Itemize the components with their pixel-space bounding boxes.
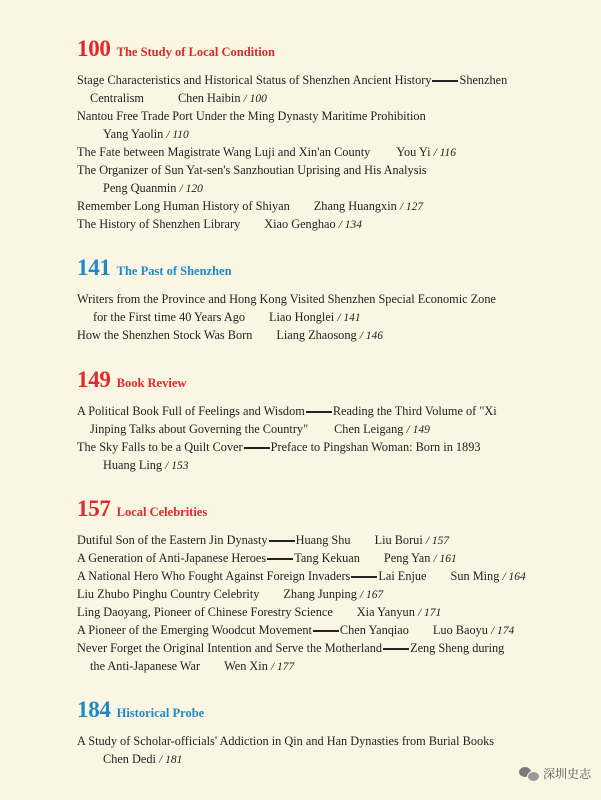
section-local-condition [77, 36, 592, 233]
section-title: Historical Probe [116, 706, 205, 720]
page-number: / 161 [433, 553, 457, 565]
page-number: / 146 [359, 330, 384, 342]
article-title: A Political Book Full of Feelings and Wisdom [77, 404, 305, 418]
em-dash [267, 558, 293, 560]
em-dash [432, 80, 458, 82]
toc-line [77, 326, 592, 344]
em-dash [383, 648, 409, 650]
article-title: Zeng Sheng during [410, 641, 505, 655]
wechat-icon [519, 767, 539, 781]
article-title: Writers from the Province and Hong Kong Visited Shenzhen Special Economic Zone [77, 292, 496, 306]
article-title: A National Hero Who Fought Against Foreign Invaders [77, 569, 351, 583]
page-number: / 100 [243, 93, 267, 105]
author: Zhang Junping [283, 587, 357, 601]
article-title: Nantou Free Trade Port Under the Ming Dynasty Maritime Prohibition [77, 109, 426, 123]
page-number: / 134 [338, 219, 363, 231]
page-number: / 149 [406, 424, 430, 436]
page-number: / 177 [270, 661, 295, 673]
article-title: Lai Enjue [378, 569, 427, 583]
article-title: Tang Kekuan [294, 551, 360, 565]
article-title: for the First time 40 Years Ago [93, 310, 245, 324]
em-dash [269, 540, 295, 542]
em-dash [306, 411, 332, 413]
toc-line [77, 621, 592, 639]
article-title: The History of Shenzhen Library [77, 217, 241, 231]
section-header [77, 36, 592, 66]
toc-line [77, 143, 592, 161]
page-number: / 171 [417, 607, 442, 619]
author: Liang Zhaosong [276, 328, 357, 342]
toc-line [77, 71, 592, 89]
section-title: Local Celebrities [116, 505, 208, 519]
toc-line [77, 732, 592, 750]
em-dash [351, 576, 377, 578]
toc-line [77, 585, 592, 603]
em-dash [244, 447, 270, 449]
author: Yang Yaolin [103, 127, 164, 141]
article-title: Dutiful Son of the Eastern Jin Dynasty [77, 533, 268, 547]
toc-line [77, 657, 592, 675]
article-title: Ling Daoyang, Pioneer of Chinese Forestry Science [77, 605, 333, 619]
toc-line [77, 549, 592, 567]
article-title: How the Shenzhen Stock Was Born [77, 328, 253, 342]
article-title: Liu Zhubo Pinghu Country Celebrity [77, 587, 260, 601]
toc-line [77, 567, 592, 585]
article-title: Huang Shu [295, 533, 351, 547]
toc-line [77, 438, 592, 456]
author: Zhang Huangxin [313, 199, 397, 213]
article-title: the Anti-Japanese War [90, 659, 201, 673]
author: Xia Yanyun [356, 605, 415, 619]
section-number: 141 [77, 255, 111, 280]
section-number: 157 [77, 496, 111, 521]
page-number: / 174 [490, 625, 515, 637]
page-number: / 110 [166, 129, 189, 141]
section-number: 100 [77, 36, 111, 61]
article-title: Jinping Talks about Governing the Country" [90, 422, 309, 436]
toc-line [77, 531, 592, 549]
article-title: Reading the Third Volume of "Xi [332, 404, 497, 418]
toc-line [77, 107, 592, 125]
page-number: / 120 [179, 183, 203, 195]
em-dash [313, 630, 339, 632]
article-title: The Fate between Magistrate Wang Luji and Xin'an County [77, 145, 371, 159]
toc-line [77, 125, 592, 143]
author: Wen Xin [224, 659, 268, 673]
author: Xiao Genghao [264, 217, 336, 231]
toc-line [77, 420, 592, 438]
section-title: The Study of Local Condition [116, 45, 275, 59]
section-number: 149 [77, 367, 111, 392]
watermark [519, 765, 591, 782]
section-header [77, 255, 592, 285]
section-header [77, 367, 592, 397]
article-title: Preface to Pingshan Woman: Born in 1893 [270, 440, 481, 454]
author: Peng Quanmin [103, 181, 177, 195]
toc-line [77, 215, 592, 233]
article-title: A Study of Scholar-officials' Addiction in Qin and Han Dynasties from Burial Books [77, 734, 495, 748]
page-number: / 167 [359, 589, 384, 601]
section-header [77, 697, 592, 727]
article-title: A Pioneer of the Emerging Woodcut Movement [77, 623, 312, 637]
page-number: / 157 [425, 535, 450, 547]
article-title: Stage Characteristics and Historical Status of Shenzhen Ancient History [77, 73, 432, 87]
section-number: 184 [77, 697, 111, 722]
watermark-text: 深圳史志 [542, 767, 591, 781]
page-number: / 141 [337, 312, 361, 324]
section-book-review [77, 367, 592, 474]
article-title: Centralism [90, 91, 144, 105]
author: Chen Leigang [334, 422, 404, 436]
author: Chen Haibin [177, 91, 241, 105]
toc-line [77, 179, 592, 197]
section-title: Book Review [116, 376, 187, 390]
author: Sun Ming [450, 569, 500, 583]
author: Luo Baoyu [432, 623, 488, 637]
page-number: / 116 [433, 147, 457, 159]
toc-line [77, 639, 592, 657]
page-number: / 164 [502, 571, 526, 583]
toc-line [77, 89, 592, 107]
article-title: Remember Long Human History of Shiyan [77, 199, 290, 213]
page-number: / 181 [159, 754, 183, 766]
author: You Yi [396, 145, 431, 159]
toc-line [77, 197, 592, 215]
author: Liao Honglei [269, 310, 335, 324]
section-historical-probe [77, 697, 592, 768]
section-past-of-shenzhen [77, 255, 592, 344]
author: Peng Yan [383, 551, 431, 565]
author: Liu Borui [374, 533, 423, 547]
toc-line [77, 290, 592, 308]
author: Huang Ling [103, 458, 163, 472]
section-local-celebrities [77, 496, 592, 675]
toc-line [77, 456, 592, 474]
page-number: / 127 [399, 201, 424, 213]
article-title: A Generation of Anti-Japanese Heroes [77, 551, 267, 565]
toc-line [77, 750, 592, 768]
section-title: The Past of Shenzhen [116, 264, 232, 278]
article-title: Never Forget the Original Intention and Serve the Motherland [77, 641, 383, 655]
toc-line [77, 402, 592, 420]
toc-line [77, 308, 592, 326]
toc-line [77, 161, 592, 179]
toc-line [77, 603, 592, 621]
author: Chen Dedi [103, 752, 156, 766]
article-title: The Organizer of Sun Yat-sen's Sanzhoutian Uprising and His Analysis [77, 163, 427, 177]
page-number: / 153 [165, 460, 189, 472]
section-header [77, 496, 592, 526]
article-title: The Sky Falls to be a Quilt Cover [77, 440, 243, 454]
article-title: Chen Yanqiao [339, 623, 409, 637]
article-title: Shenzhen [459, 73, 508, 87]
